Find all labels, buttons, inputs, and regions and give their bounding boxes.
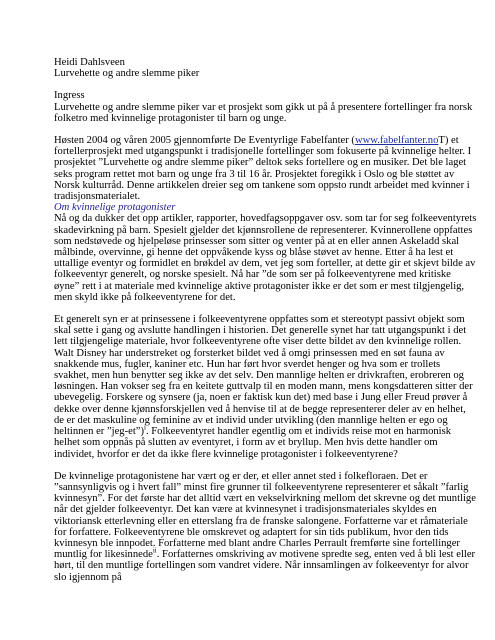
general-view-text-end: . Folkeeventyret handler egentlig om et individs reise mot en harmonisk helhet som oppnås på slutten av eventyret, i form av et bryllup. Men hvis dette handler om individet, hvorfor er det da ikke flere kvinnelige protagonister i folkeeventyrene? <box>54 426 452 460</box>
paragraph-intro <box>54 135 477 202</box>
paragraph-general-view <box>54 314 477 460</box>
reasons-text: De kvinnelige protagonistene har vært og er der, et eller annet sted i folkefloraen. Det er ”sannsynligvis og i hvert fall” minst fire grunner til folkeeventyrene representerer et såkalt ”farlig kvinnesyn”. For det første har det alltid vært en vekselvirkning mellom det skrevne og det muntlige når det gjelder folkeeventyr. Det kan være at kvinnesynet i tradisjonsmateriales skyldes en viktoriansk etterlevning eller en etterslang fra de franske salongene. Forfatterne var et råmateriale for forfattere. Folkeeventyrene ble omskrevet og adaptert for sin tids publikum, hvor den tids kvinnesyn ble innpodet. Forfatterne med blant andre Charles Perrault fremførte sine fortellinger muntlig for likesinnede <box>54 470 476 561</box>
footnote-marker-i[interactable]: i <box>144 423 146 432</box>
general-view-text: Et generelt syn er at prinsessene i folkeeventyrene oppfattes som et stereotypt passivt objekt som skal sette i gang og avslutte handlingen i historien. Det generelle synet har tatt utgangspunkt i det lett tilgjengelige materiale, hvor folkeeventyrene ofte viser dette bildet av den kvinnelige rollen. Walt Disney har understreket og forsterket bildet ved å omgi prinsessen med en søt fauna av snakkende mus, fugler, kaniner etc. Hun har ført hvor sverdet henger og hva som er trollets svakhet, men hun benytter seg ikke av det selv. Den mannlige helten er drivkraften, erobreren og løsningen. Han vokser seg fra en keitete guttvalp til en moden mann, mens kongsdatteren sitter der ubevegelig. Forskere og synsere (ja, noen er faktisk kun det) med base i Jung eller Freud prøver å dekke over denne kjønnsforskjellen ved å henvise til at de begge representerer deler av en helhet, de er det maskuline og feminine av et individ under utvikling (den mannlige helten er ego og heltinnen er ”jeg-et”) <box>54 314 473 438</box>
intro-text-start: Høsten 2004 og våren 2005 gjennomførte De Eventyrlige Fabelfanter ( <box>54 135 355 147</box>
paragraph-reasons <box>54 471 477 583</box>
fabelfanter-link[interactable]: www.fabelfanter.no <box>354 135 439 147</box>
ingress-text: Lurvehette og andre slemme piker var et prosjekt som gikk ut på å presentere fortellinger fra norsk folketro med kvinnelige protagonister til barn og unge. <box>54 101 473 124</box>
paragraph-criticism: Nå og da dukker det opp artikler, rapporter, hovedfagsoppgaver osv. som tar for seg folkeeventyrets skadevirkning på barn. Spesielt gjelder det kjønnsrollene de representerer. Kvinnerollene oppfattes som nedstøvede og hjelpeløse prinsesser som sitter og venter på at en eller annen Askeladd skal målbinde, overvinne, gi henne det oppvåkende kyss og blåse støvet av henne. Etter å ha lest et uttallige eventyr og formidlet en brøkdel av dem, vet jeg som forteller, at dette gir et skjevt bilde av folkeeventyr generelt, og norske spesielt. Nå har ”de som ser på folkeeventyrene med kritiske øyne” rett i at materiale med kvinnelige aktive protagonister ikke er det som er mest tilgjengelig, men skyld ikke på folkeeventyrene for det. <box>54 213 477 303</box>
section-heading: Om kvinnelige protagonister <box>54 202 176 214</box>
reasons-text-end: . Forfatternes omskriving av motivene spredte seg, enten ved å bli lest eller hørt, til den muntlige fortellingen som vandret videre. Når innsamlingen av folkeeventyr for alvor slo igjennom på <box>54 549 476 583</box>
footnote-marker-ii[interactable]: ii <box>152 546 157 555</box>
intro-text-end: T) et fortellerprosjekt med utgangspunkt i tradisjonelle fortellinger som fokuserte på kvinnelige helter. I prosjektet ”Lurvehette og andre slemme piker” deltok seks fortellere og en musiker. Det ble laget seks program rettet mot barn og unge fra 3 til 16 år. Prosjektet foregikk i Oslo og ble støttet av Norsk kulturråd. Denne artikkelen dreier seg om tankene som oppsto rundt arbeidet med kvinner i tradisjonsmaterialet. <box>54 135 472 203</box>
article-title: Lurvehette og andre slemme piker <box>54 68 200 80</box>
author-name: Heidi Dahlsveen <box>54 57 125 68</box>
ingress-heading: Ingress <box>54 90 85 102</box>
